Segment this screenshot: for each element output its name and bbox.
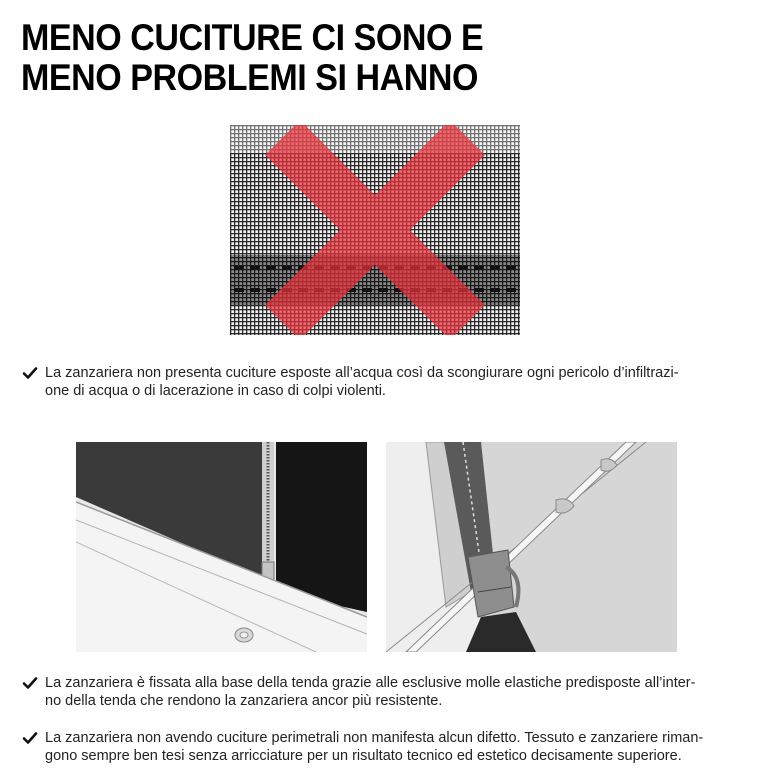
check-icon — [22, 675, 38, 691]
page-title — [21, 18, 483, 98]
title-line-2: MENO PROBLEMI SI HANNO — [21, 57, 479, 98]
bullet-item-2 — [22, 674, 734, 710]
bullet-text: La zanzariera è fissata alla base della tenda grazie alle esclusive molle elastiche predisposte all’inter- no della tenda che rendono la zanzariera ancor più resistente. — [45, 675, 696, 709]
bullet-item-1 — [22, 364, 734, 400]
bullet-text: La zanzariera non avendo cuciture perimetrali non manifesta alcun difetto. Tessuto e zanzariere riman- gono sempre ben tesi senza arricciature per un risultato tecnico ed estetico decisamente superiore. — [45, 730, 704, 764]
check-icon — [22, 365, 38, 381]
seam-mesh-illustration — [230, 125, 520, 335]
bullet-item-3 — [22, 729, 734, 765]
check-icon — [22, 730, 38, 746]
tent-base-illustration — [76, 442, 367, 652]
bullet-text: La zanzariera non presenta cuciture esposte all’acqua così da scongiurare ogni pericolo d’infiltrazi- one di acqua o di lacerazione in caso di colpi violenti. — [45, 365, 679, 399]
title-line-1: MENO CUCITURE CI SONO E — [21, 17, 484, 58]
elastic-spring-illustration — [386, 442, 677, 652]
